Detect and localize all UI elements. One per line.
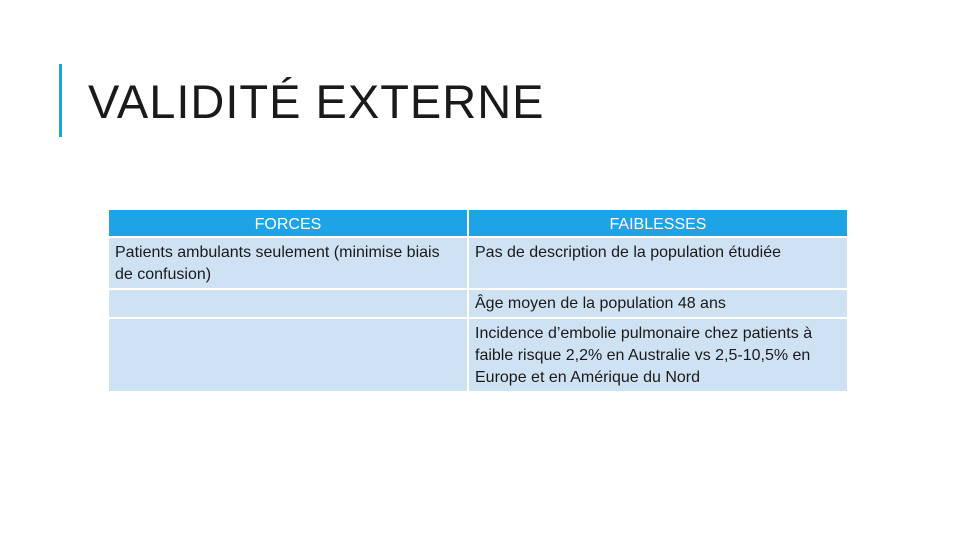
- table-cell: Incidence d’embolie pulmonaire chez patients à faible risque 2,2% en Australie vs 2,5-10,5% en Europe et en Amérique du Nord: [468, 318, 848, 392]
- table-row: [108, 318, 848, 392]
- header-faiblesses: FAIBLESSES: [468, 209, 848, 237]
- table-cell: Âge moyen de la population 48 ans: [468, 289, 848, 318]
- table-cell: [108, 289, 468, 318]
- table-cell: Pas de description de la population étudiée: [468, 237, 848, 289]
- title-accent-bar: [59, 64, 62, 137]
- table-cell: Patients ambulants seulement (minimise biais de confusion): [108, 237, 468, 289]
- table-row: [108, 237, 848, 289]
- table-header-row: [108, 209, 848, 237]
- table-row: [108, 289, 848, 318]
- header-forces: FORCES: [108, 209, 468, 237]
- table-cell: [108, 318, 468, 392]
- slide-title: VALIDITÉ EXTERNE: [88, 75, 545, 128]
- comparison-table: [107, 208, 849, 393]
